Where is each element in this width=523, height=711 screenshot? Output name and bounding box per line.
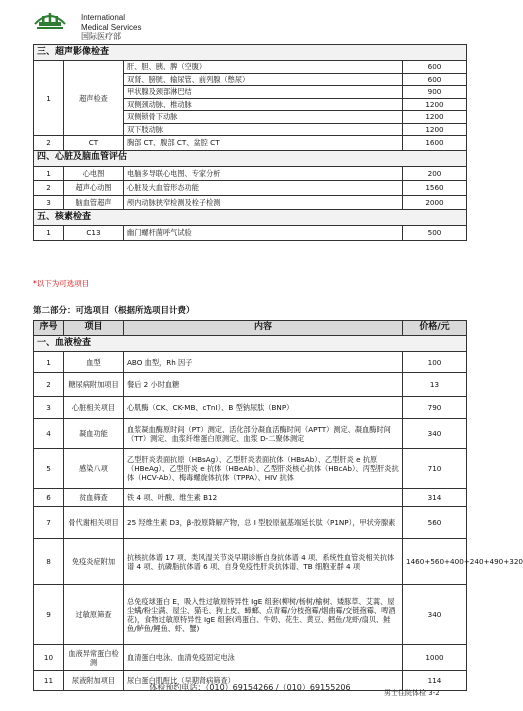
item-content: 心脏及大血管形态功能	[124, 181, 403, 196]
item-content: 血浆凝血酶原时间（PT）测定、活化部分凝血活酶时间（APTT）测定、凝血酶时间（TT）测定、血浆纤维蛋白原测定、血浆 D-二聚体测定	[124, 419, 403, 449]
header-content: 内容	[124, 321, 403, 336]
row-num: 1	[34, 61, 64, 136]
row-num: 6	[34, 489, 64, 507]
item-content: 双下肢动脉	[124, 123, 403, 136]
item-content: 心肌酶（CK、CK-MB、cTnI）、B 型钠尿肽（BNP）	[124, 397, 403, 419]
item-name: 免疫炎症附加	[64, 539, 124, 585]
header-item: 项目	[64, 321, 124, 336]
item-name: 过敏原筛查	[64, 585, 124, 645]
item-content: 尿白蛋白肌酐比（早期肾病筛查）	[124, 671, 403, 691]
row-num: 2	[34, 373, 64, 397]
row-num: 2	[34, 181, 64, 196]
row-num: 5	[34, 449, 64, 489]
row-num: 2	[34, 136, 64, 151]
item-price: 600	[402, 61, 466, 74]
section-blood-title: 一、血液检查	[34, 336, 467, 352]
item-content: 抗核抗体谱 17 项、类风湿关节炎早期诊断自身抗体谱 4 项、系统性血管炎相关抗体谱 4 项、抗磷脂抗体谱 6 项、自身免疫性肝炎抗体谱、TB 细胞亚群 4 项	[124, 539, 403, 585]
item-name: 尿液附加项目	[64, 671, 124, 691]
section-cardio-title: 四、心脏及脑血管评估	[34, 150, 467, 166]
item-name: 血型	[64, 352, 124, 373]
item-content: 血清蛋白电泳、血清免疫固定电泳	[124, 645, 403, 671]
item-content: 颅内动脉狭窄检测及栓子检测	[124, 195, 403, 210]
item-name: 糖尿病附加项目	[64, 373, 124, 397]
item-price: 1000	[403, 645, 467, 671]
row-num: 10	[34, 645, 64, 671]
item-content: 双肾、膀胱、输尿管、前列腺（憋尿）	[124, 73, 403, 86]
item-price: 2000	[402, 195, 466, 210]
item-name: 贫血筛查	[64, 489, 124, 507]
org-name-en-2: Medical Services	[81, 22, 142, 32]
row-num: 1	[34, 166, 64, 181]
item-content: ABO 血型，Rh 因子	[124, 352, 403, 373]
header-price: 价格/元	[403, 321, 467, 336]
item-name: 脑血管超声	[64, 195, 124, 210]
item-name: CT	[64, 136, 124, 151]
item-name: 心电图	[64, 166, 124, 181]
item-price: 900	[402, 86, 466, 99]
item-name: 感染八项	[64, 449, 124, 489]
item-name: 骨代谢相关项目	[64, 507, 124, 539]
item-price: 600	[402, 73, 466, 86]
row-num: 8	[34, 539, 64, 585]
item-price: 1460+560+400+240+490+320	[403, 539, 467, 585]
item-content: 幽门螺杆菌呼气试验	[124, 226, 403, 241]
item-price: 1600	[402, 136, 466, 151]
row-num: 4	[34, 419, 64, 449]
item-price: 13	[403, 373, 467, 397]
item-price: 340	[403, 419, 467, 449]
item-content: 双侧颈动脉、椎动脉	[124, 98, 403, 111]
item-price: 100	[403, 352, 467, 373]
header-num: 序号	[34, 321, 64, 336]
section-nuclear-title: 五、核素检查	[34, 210, 467, 226]
optional-items-note: *以下为可选项目	[33, 279, 90, 288]
basic-items-table	[33, 44, 467, 241]
page-label: 男士住院体检 3-2	[384, 689, 440, 697]
item-name: 超声心动图	[64, 181, 124, 196]
section-ultrasound-title: 三、超声影像检查	[34, 45, 467, 61]
item-price: 710	[403, 449, 467, 489]
item-name: 心脏相关项目	[64, 397, 124, 419]
item-price: 1200	[402, 111, 466, 124]
footer	[0, 683, 500, 697]
item-content: 总免疫球蛋白 E，吸入性过敏原特异性 IgE 组套(柳树/杨树/榆树、矮豚草、艾蒿、屋尘螨/粉尘满、屋尘、猫毛、狗上皮、蟑螂、点青霉/分枝孢霉/烟曲霉/交链孢霉、啤酒花)，食物过敏原特异性 IgE 组套(鸡蛋白、牛奶、花生、黄豆、鳕鱼/龙虾/扇贝、鲑鱼/鲈鱼/鲤鱼、虾、蟹)	[124, 585, 403, 645]
item-price: 114	[403, 671, 467, 691]
hospital-logo-icon	[33, 6, 67, 32]
item-price: 790	[403, 397, 467, 419]
row-num: 11	[34, 671, 64, 691]
item-price: 500	[402, 226, 466, 241]
item-price: 340	[403, 585, 467, 645]
item-content: 甲状腺及颈部淋巴结	[124, 86, 403, 99]
item-price: 200	[402, 166, 466, 181]
item-price: 1200	[402, 98, 466, 111]
row-num: 9	[34, 585, 64, 645]
item-content: 25 羟维生素 D3，β-胶原降解产物，总 I 型胶原氨基端延长肽（P1NP），甲状旁腺素	[124, 507, 403, 539]
row-num: 3	[34, 397, 64, 419]
item-name: 血液异常蛋白检测	[64, 645, 124, 671]
item-name: 凝血功能	[64, 419, 124, 449]
org-name-en-1: International	[81, 13, 126, 22]
item-price: 1560	[402, 181, 466, 196]
part2-title: 第二部分：可选项目（根据所选项目计费）	[33, 306, 195, 316]
item-name: C13	[64, 226, 124, 241]
item-price: 314	[403, 489, 467, 507]
row-num: 3	[34, 195, 64, 210]
optional-items-table	[33, 320, 523, 691]
item-price: 560	[403, 507, 467, 539]
booking-phone: 体检预约电话：（010）69154266 /（010）69155206	[149, 683, 351, 692]
item-content: 餐后 2 小时血糖	[124, 373, 403, 397]
row-num: 1	[34, 352, 64, 373]
item-content: 乙型肝炎表面抗原（HBsAg）、乙型肝炎表面抗体（HBsAb）、乙型肝炎 e 抗原（HBeAg）、乙型肝炎 e 抗体（HBeAb）、乙型肝炎核心抗体（HBcAb）、丙型肝炎抗体（HCV-Ab）、梅毒螺旋体抗体（TPPA）、HIV 抗体	[124, 449, 403, 489]
item-content: 铁 4 项、叶酸、维生素 B12	[124, 489, 403, 507]
item-content: 胸部 CT、腹部 CT、盆腔 CT	[124, 136, 403, 151]
row-num: 7	[34, 507, 64, 539]
item-content: 双侧锁骨下动脉	[124, 111, 403, 124]
org-name	[81, 13, 141, 42]
org-name-cn: 国际医疗部	[81, 32, 121, 41]
item-content: 肝、胆、胰、脾（空腹）	[124, 61, 403, 74]
item-name: 超声检查	[64, 61, 124, 136]
item-content: 电脑多导联心电图、专家分析	[124, 166, 403, 181]
row-num: 1	[34, 226, 64, 241]
item-price: 1200	[402, 123, 466, 136]
